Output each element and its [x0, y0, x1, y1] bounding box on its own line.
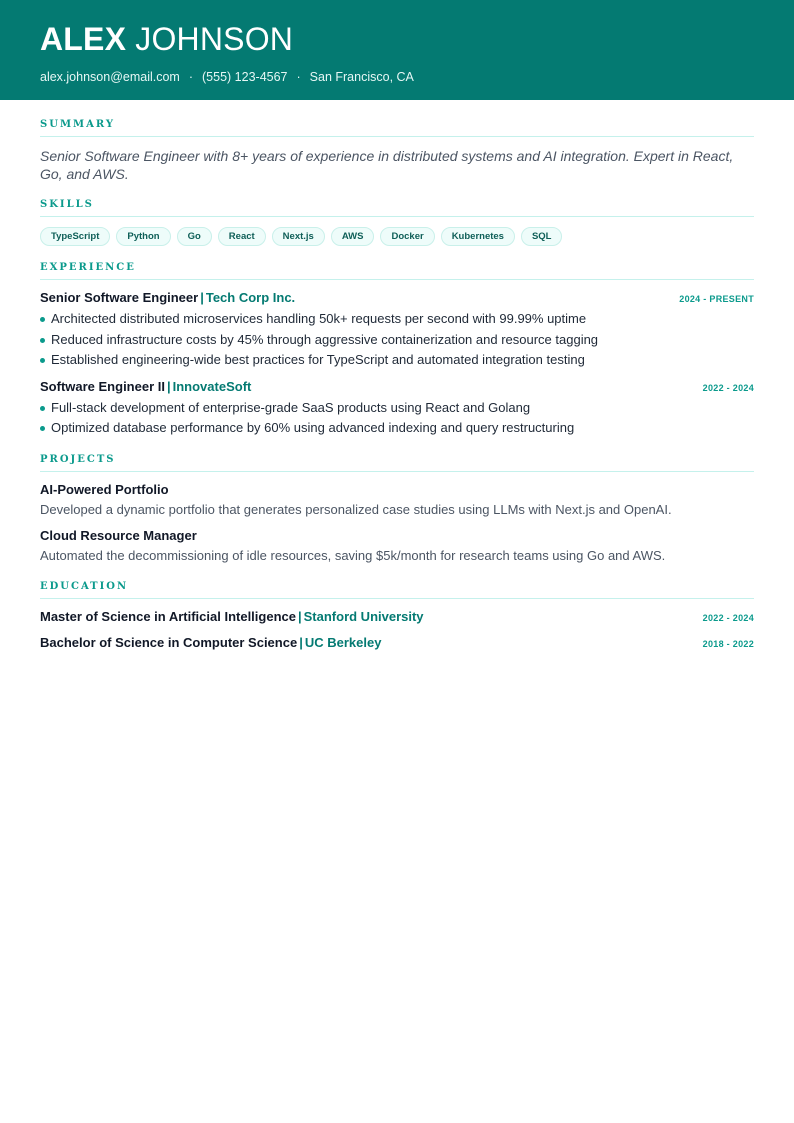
skills-list	[40, 227, 754, 246]
school: Stanford University	[303, 608, 424, 624]
degree: Bachelor of Science in Computer Science	[40, 634, 298, 650]
skill-chip: TypeScript	[40, 227, 110, 246]
job-header	[40, 378, 754, 396]
job-bullet: Architected distributed microservices handling 50k+ requests per second with 99.99% uptime	[40, 309, 754, 330]
skill-chip: Kubernetes	[441, 227, 515, 246]
job-company: Tech Corp Inc.	[205, 290, 296, 305]
job-bullet: Full-stack development of enterprise-grade SaaS products using React and Golang	[40, 398, 754, 419]
resume-body	[40, 100, 754, 652]
job-header	[40, 289, 754, 307]
job-company: InnovateSoft	[172, 378, 252, 394]
separator-dot: ·	[188, 70, 194, 84]
contact-line	[40, 69, 754, 85]
skill-chip: SQL	[521, 227, 563, 246]
section-title-summary: SUMMARY	[40, 119, 754, 137]
section-title-education: EDUCATION	[40, 581, 754, 599]
education-section	[40, 581, 754, 652]
education-entry	[40, 634, 754, 652]
section-title-experience: EXPERIENCE	[40, 262, 754, 280]
skill-chip: React	[218, 227, 266, 246]
projects-section	[40, 454, 754, 566]
experience-section	[40, 262, 754, 439]
skill-chip: Docker	[380, 227, 434, 246]
divider-bar: |	[297, 608, 302, 624]
degree: Master of Science in Artificial Intelligence	[40, 608, 296, 624]
education-entry	[40, 608, 754, 626]
skill-chip: Python	[116, 227, 170, 246]
project-name: AI-Powered Portfolio	[40, 481, 169, 497]
job-bullet: Optimized database performance by 60% using advanced indexing and query restructuring	[40, 418, 754, 439]
candidate-name	[40, 20, 754, 58]
job-entry	[40, 378, 754, 439]
job-title-line	[40, 378, 251, 396]
project-entry	[40, 481, 754, 520]
resume-header	[0, 0, 794, 100]
skill-chip: AWS	[331, 227, 375, 246]
job-bullet: Established engineering-wide best practices for TypeScript and automated integration testing	[40, 350, 754, 371]
job-bullets	[40, 398, 754, 439]
phone[interactable]: (555) 123-4567	[202, 70, 288, 84]
job-bullets	[40, 309, 754, 371]
school: UC Berkeley	[304, 634, 382, 650]
job-bullet: Reduced infrastructure costs by 45% through aggressive containerization and resource tagging	[40, 330, 754, 351]
separator-dot: ·	[296, 70, 301, 84]
project-description: Developed a dynamic portfolio that generates personalized case studies using LLMs with Next.js and OpenAI.	[40, 501, 672, 517]
skill-chip: Go	[177, 227, 212, 246]
education-dates: 2022 - 2024	[702, 612, 754, 623]
skill-chip: Next.js	[272, 227, 325, 246]
project-name: Cloud Resource Manager	[40, 527, 197, 543]
job-dates: 2022 - 2024	[702, 382, 754, 393]
education-title-line	[40, 634, 381, 652]
project-entry	[40, 527, 754, 566]
job-dates: 2024 - PRESENT	[679, 294, 754, 304]
skills-section	[40, 199, 754, 246]
job-role: Software Engineer II	[40, 378, 165, 394]
job-entry	[40, 289, 754, 371]
divider-bar: |	[299, 634, 303, 650]
education-title-line	[40, 608, 424, 626]
job-title-line	[40, 289, 295, 307]
last-name: JOHNSON	[135, 21, 294, 57]
divider-bar: |	[200, 290, 204, 305]
summary-text: Senior Software Engineer with 8+ years of experience in distributed systems and AI integration. Expert in React, Go, and AWS.	[40, 148, 734, 182]
section-title-skills: SKILLS	[40, 199, 754, 217]
email[interactable]: alex.johnson@email.com	[40, 70, 180, 84]
location: San Francisco, CA	[309, 70, 414, 84]
education-dates: 2018 - 2022	[702, 638, 754, 649]
first-name: ALEX	[40, 21, 127, 57]
job-role: Senior Software Engineer	[40, 290, 199, 305]
section-title-projects: PROJECTS	[40, 454, 754, 472]
project-description: Automated the decommissioning of idle resources, saving $5k/month for research teams using Go and AWS.	[40, 547, 666, 563]
summary-section	[40, 119, 754, 183]
divider-bar: |	[166, 378, 171, 394]
